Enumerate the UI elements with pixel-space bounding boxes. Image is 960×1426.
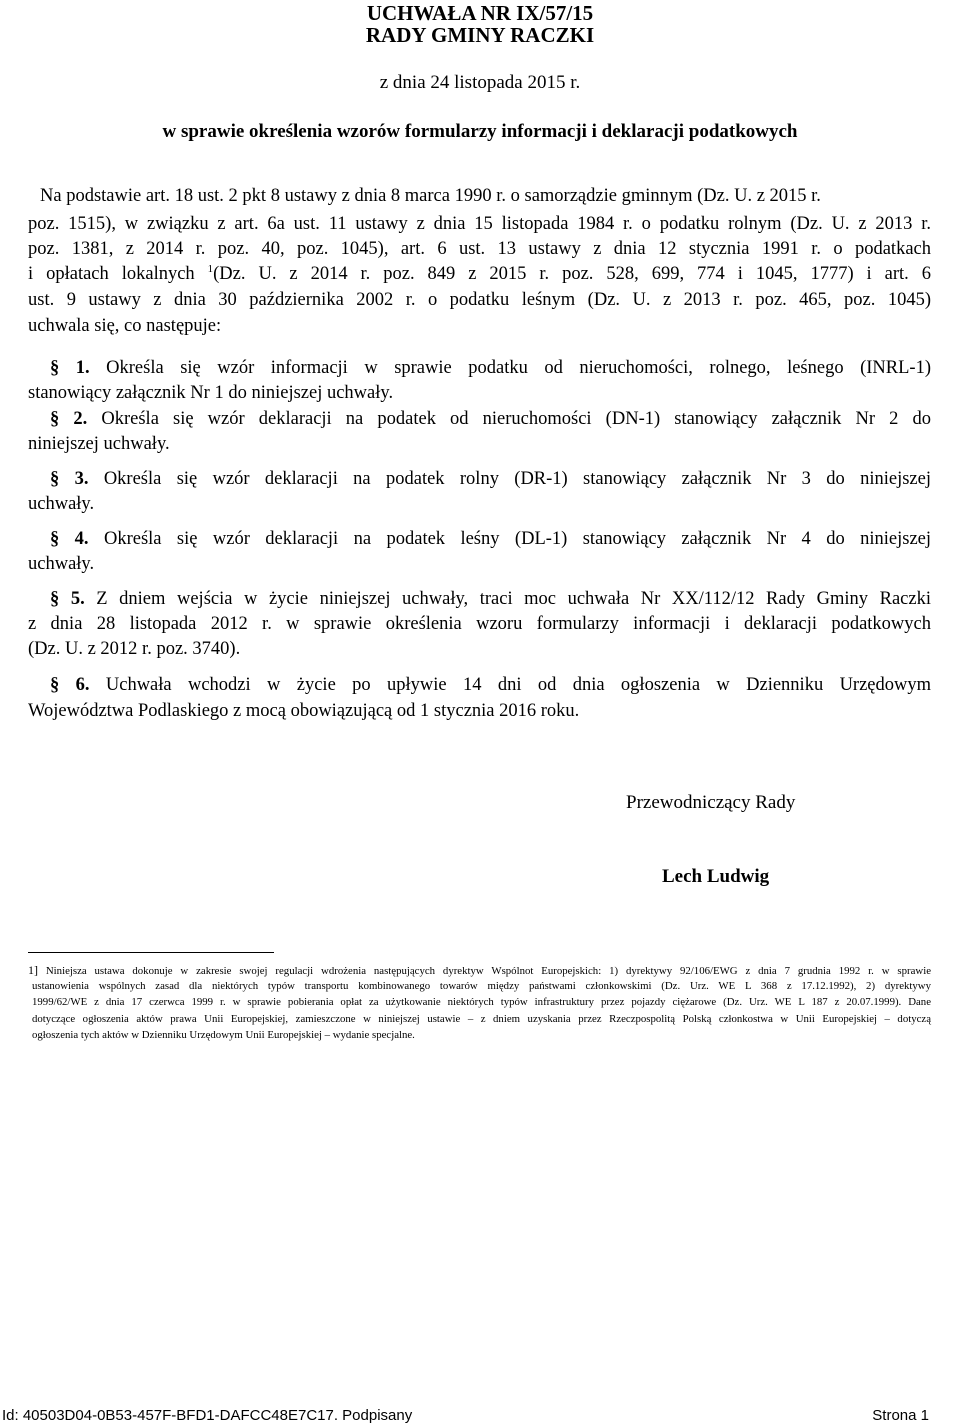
footnote-text: Niniejsza ustawa dokonuje w zakresie swojej regulacji wdrożenia następujących dyrektyw Wspólnot Europejskich: 1) dyrektywy 92/106/EWG z dnia 7 grudnia 1992 r. w sprawie — [45, 965, 931, 977]
section-number: § 4. — [50, 529, 89, 549]
preamble-line: poz. 1381, z 2014 r. poz. 40, poz. 1045), art. 6 ust. 13 ustawy z dnia 12 stycznia 1991 r. o podatkach — [28, 239, 931, 259]
paragraph-line — [28, 529, 931, 550]
paragraph-line: z dnia 28 listopada 2012 r. w sprawie określenia wzoru formularzy informacji i deklaracji podatkowych — [28, 614, 931, 634]
footnote-line: ogłoszenia tych aktów w Dzienniku Urzędowym Unii Europejskiej – wydanie specjalne. — [32, 1029, 415, 1041]
footnote-ref-number: 1 — [207, 262, 214, 275]
paragraph-text: Określa się wzór informacji w sprawie podatku od nieruchomości, rolnego, leśnego (INRL-1) — [106, 358, 931, 378]
document-id: Id: 40503D04-0B53-457F-BFD1-DAFCC48E7C17. Podpisany — [2, 1407, 413, 1424]
paragraph-line: (Dz. U. z 2012 r. poz. 3740). — [28, 639, 241, 659]
paragraph-line — [28, 675, 931, 696]
footnote-line: dotyczące ogłoszenia aktów prawa Unii Europejskiej, zamieszczone w niniejszej ustawie – z dniem uzyskania przez Rzeczpospolitą Polską członkostwa w Unii Europejskiej – dotyczą — [32, 1013, 931, 1025]
paragraph-line: uchwały. — [28, 554, 95, 574]
section-number: § 5. — [50, 589, 85, 609]
footnote-line — [28, 963, 931, 978]
preamble-text: i opłatach lokalnych — [28, 264, 195, 284]
paragraph-text: Uchwała wchodzi w życie po upływie 14 dni od dnia ogłoszenia w Dzienniku Urzędowym — [105, 675, 932, 695]
signature-role: Przewodniczący Rady — [626, 792, 796, 813]
section-number: § 3. — [50, 469, 89, 489]
preamble-line: Na podstawie art. 18 ust. 2 pkt 8 ustawy z dnia 8 marca 1990 r. o samorządzie gminnym (Dz. U. z 2015 r. — [40, 186, 821, 206]
title-line-1: UCHWAŁA NR IX/57/15 — [366, 1, 594, 25]
paragraph-line: stanowiący załącznik Nr 1 do niniejszej uchwały. — [28, 383, 394, 403]
preamble-text: (Dz. U. z 2014 r. poz. 849 z 2015 r. poz. 528, 699, 774 i 1045, 1777) i art. 6 — [213, 264, 931, 284]
resolution-subject: w sprawie określenia wzorów formularzy informacji i deklaracji podatkowych — [162, 121, 798, 142]
footnote-marker: 1] — [28, 963, 38, 977]
resolution-date: z dnia 24 listopada 2015 r. — [379, 72, 581, 93]
section-number: § 1. — [50, 358, 90, 378]
preamble-line: ust. 9 ustawy z dnia 30 października 2002 r. o podatku leśnym (Dz. U. z 2013 r. poz. 465, poz. 1045) — [28, 290, 931, 310]
paragraph-text: Określa się wzór deklaracji na podatek od nieruchomości (DN-1) stanowiący załącznik Nr 2 do — [101, 409, 932, 429]
footnote-line: 1999/62/WE z dnia 17 czerwca 1999 r. w sprawie pobierania opłat za użytkowanie niektórych typów infrastruktury przez pojazdy ciężarowe (Dz. Urz. WE L 187 z 20.07.1999). Dane — [32, 996, 931, 1008]
paragraph-line — [28, 409, 931, 430]
signature-name: Lech Ludwig — [662, 866, 770, 887]
paragraph-line — [28, 358, 931, 379]
paragraph-text: Określa się wzór deklaracji na podatek rolny (DR-1) stanowiący załącznik Nr 3 do niniejszej — [103, 469, 931, 489]
section-number: § 6. — [50, 675, 90, 695]
title-line-2: RADY GMINY RACZKI — [365, 23, 595, 47]
paragraph-line: niniejszej uchwały. — [28, 434, 170, 454]
paragraph-line: Województwa Podlaskiego z mocą obowiązującą od 1 stycznia 2016 roku. — [28, 701, 580, 721]
page-number: Strona 1 — [872, 1407, 929, 1424]
preamble-line — [28, 264, 931, 285]
preamble-line: poz. 1515), w związku z art. 6a ust. 11 ustawy z dnia 15 listopada 1984 r. o podatku rolnym (Dz. U. z 2013 r. — [28, 214, 931, 234]
footnote-line: ustanowienia wspólnych zasad dla niektórych typów transportu kombinowanego towarów między państwami członkowskimi (Dz. Urz. WE L 368 z 17.12.1992), 2) dyrektywy — [32, 980, 931, 992]
section-number: § 2. — [50, 409, 88, 429]
footnote-ref — [208, 264, 931, 284]
paragraph-line: uchwały. — [28, 494, 95, 514]
footnote-divider — [28, 952, 274, 953]
paragraph-text: Określa się wzór deklaracji na podatek leśny (DL-1) stanowiący załącznik Nr 4 do niniejszej — [103, 529, 932, 549]
preamble-line: uchwala się, co następuje: — [28, 316, 222, 336]
paragraph-text: Z dniem wejścia w życie niniejszej uchwały, traci moc uchwała Nr XX/112/12 Rady Gminy Raczki — [96, 589, 931, 609]
paragraph-line — [28, 469, 931, 490]
paragraph-line — [28, 589, 931, 610]
